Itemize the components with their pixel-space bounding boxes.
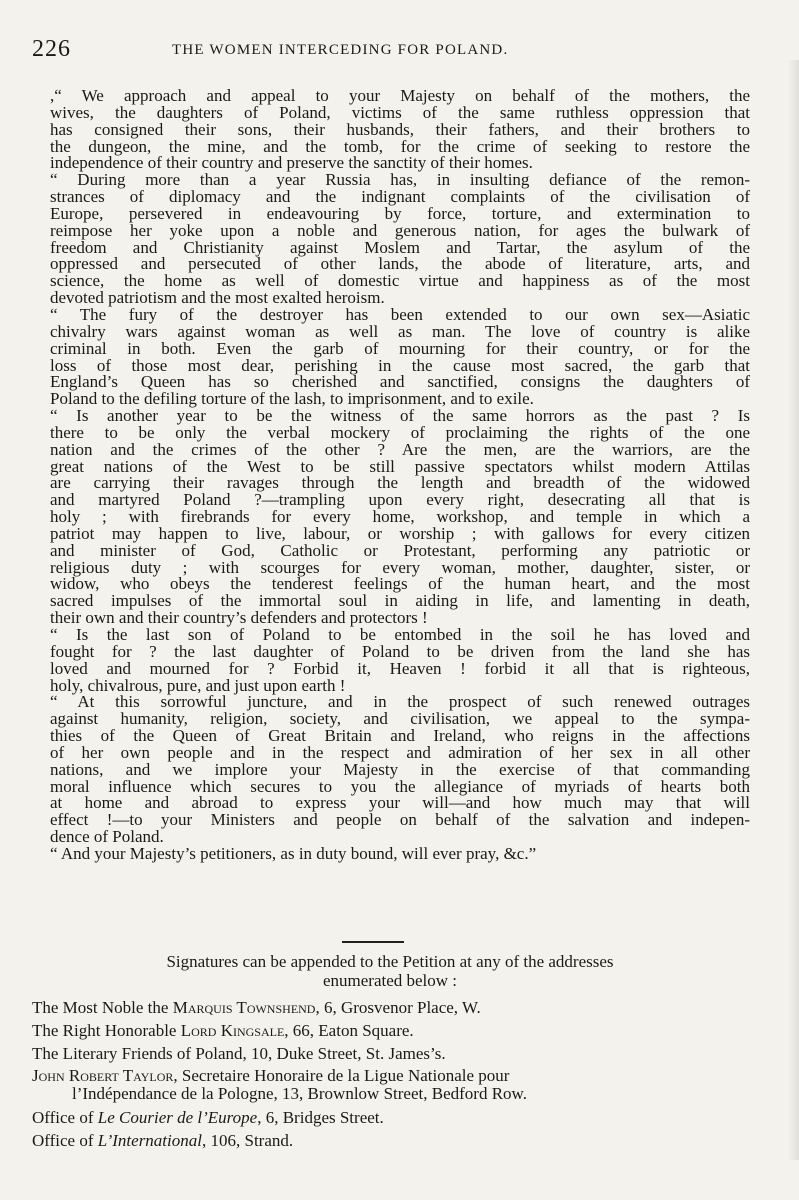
text-line: nation and the crimes of the other ? Are the men, are the warriors, are the: [50, 439, 750, 459]
petition-text: [50, 88, 750, 863]
text-line: and minister of God, Catholic or Protestant, performing any patriotic or: [50, 540, 750, 560]
text-line: of her own people and in the respect and admiration of her sex in all other: [50, 742, 750, 762]
address-name: Marquis Townshend: [172, 998, 316, 1017]
text-line: at home and abroad to express your will—and how much may that will: [50, 793, 750, 813]
page-number: 226: [32, 36, 71, 62]
text-line: loved and mourned for ? Forbid it, Heaven ! forbid it all that is righteous,: [50, 658, 750, 678]
address-item: [32, 1042, 752, 1065]
address-prefix: The Right Honorable: [32, 1021, 181, 1040]
address-prefix: Office of: [32, 1131, 98, 1150]
text-line: effect !—to your Ministers and people on behalf of the salvation and indepen-: [50, 810, 750, 830]
section-divider: [342, 941, 404, 943]
text-line: oppressed and persecuted of other lands, the abode of literature, arts, and: [50, 254, 750, 274]
text-line: “ Is another year to be the witness of the same horrors as the past ? Is: [50, 406, 750, 426]
text-line: “ Is the last son of Poland to be entombed in the soil he has loved and: [50, 625, 750, 644]
publication-name: Le Courier de l’Europe: [97, 1108, 258, 1127]
text-line: nations, and we implore your Majesty in the exercise of that commanding: [50, 759, 750, 779]
text-line: holy ; with firebrands for every home, workshop, and temple in which a: [50, 507, 750, 527]
text-line: loss of those most dear, perishing in the cause most sacred, the garb that: [50, 355, 750, 375]
address-detail: The Literary Friends of Poland, 10, Duke Street, St. James’s.: [32, 1044, 446, 1063]
running-title: THE WOMEN INTERCEDING FOR POLAND.: [172, 42, 509, 58]
text-line: religious duty ; with scourges for every woman, mother, daughter, sister, or: [50, 557, 750, 577]
text-line: “ At this sorrowful juncture, and in the prospect of such renewed outrages: [50, 692, 750, 712]
text-line: and martyred Poland ?—trampling upon every right, desecrating all that is: [50, 490, 750, 510]
text-line: their own and their country’s defenders and protectors !: [50, 608, 428, 628]
text-line: independence of their country and preserve the sanctity of their homes.: [50, 153, 533, 173]
address-list: [32, 996, 752, 1152]
text-line: patriot may happen to live, labour, or worship ; with gallows for every citizen: [50, 523, 750, 543]
text-line: freedom and Christianity against Moslem and Tartar, the asylum of the: [50, 237, 750, 257]
text-line: “ During more than a year Russia has, in insulting defiance of the remon-: [50, 170, 750, 190]
text-line: England’s Queen has so cherished and sanctified, consigns the daughters of: [50, 372, 750, 392]
text-line: are carrying their ravages through the length and breadth of the widowed: [50, 473, 750, 493]
address-name: John Robert Taylor: [32, 1066, 174, 1085]
text-line: dence of Poland.: [50, 827, 164, 847]
text-line: “ And your Majesty’s petitioners, as in duty bound, will ever pray, &c.”: [50, 843, 537, 863]
text-line: the dungeon, the mine, and the tomb, for the crime of seeking to restore the: [50, 136, 750, 156]
publication-name: L’International: [97, 1131, 202, 1150]
address-item: [32, 1019, 752, 1042]
address-name: Lord Kingsale: [180, 1021, 285, 1040]
text-line: holy, chivalrous, pure, and just upon earth !: [50, 675, 346, 695]
address-item: [32, 1065, 752, 1106]
address-detail: , 6, Grosvenor Place, W.: [315, 998, 481, 1017]
address-item: [32, 1129, 752, 1152]
text-line: there to be only the verbal mockery of proclaiming the rights of the one: [50, 422, 750, 442]
text-line: strances of diplomacy and the indignant complaints of the civilisation of: [50, 187, 750, 207]
signatures-intro: [40, 952, 740, 990]
text-line: ,“ We approach and appeal to your Majesty on behalf of the mothers, the: [50, 86, 750, 105]
text-line: fought for ? the last daughter of Poland to be driven from the land she has: [50, 641, 750, 661]
address-prefix: The Most Noble the: [32, 998, 173, 1017]
intro-line: Signatures can be appended to the Petition at any of the addresses: [166, 952, 614, 971]
text-line: devoted patriotism and the most exalted heroism.: [50, 288, 385, 308]
intro-line: enumerated below :: [322, 971, 458, 990]
address-detail: , 66, Eaton Square.: [284, 1021, 414, 1040]
address-detail: , 6, Bridges Street.: [257, 1108, 384, 1127]
page-edge-shadow: [787, 60, 799, 1160]
text-line: Poland to the defiling torture of the lash, to imprisonment, and to exile.: [50, 389, 534, 409]
text-line: wives, the daughters of Poland, victims of the same ruthless oppression that: [50, 102, 750, 122]
text-line: sacred impulses of the immortal soul in aiding in life, and lamenting in death,: [50, 591, 750, 611]
text-line: Europe, persevered in endeavouring by force, torture, and extermination to: [50, 203, 750, 223]
address-item: [32, 1106, 752, 1129]
text-line: widow, who obeys the tenderest feelings of the human heart, and the most: [50, 574, 750, 594]
text-line: against humanity, religion, society, and civilisation, we appeal to the sympa-: [50, 709, 750, 729]
page-header: [32, 36, 752, 66]
text-line: has consigned their sons, their husbands, their fathers, and their brothers to: [50, 119, 750, 139]
text-line: science, the home as well of domestic virtue and happiness as of the most: [50, 271, 750, 291]
text-line: “ The fury of the destroyer has been extended to our own sex—Asiatic: [50, 304, 750, 324]
text-line: moral influence which secures to you the allegiance of myriads of hearts both: [50, 776, 750, 796]
text-line: thies of the Queen of Great Britain and Ireland, who reigns in the affections: [50, 726, 750, 746]
address-continuation: l’Indépendance de la Pologne, 13, Brownlow Street, Bedford Row.: [72, 1084, 527, 1103]
text-line: criminal in both. Even the garb of mourning for their country, or for the: [50, 338, 750, 358]
address-detail: , Secretaire Honoraire de la Ligue Nationale pour: [173, 1066, 510, 1085]
text-line: great nations of the West to be still passive spectators whilst modern Attilas: [50, 456, 750, 476]
address-detail: , 106, Strand.: [201, 1131, 294, 1150]
text-line: chivalry wars against woman as well as man. The love of country is alike: [50, 321, 750, 341]
address-prefix: Office of: [32, 1108, 98, 1127]
text-line: reimpose her yoke upon a noble and generous nation, for ages the bulwark of: [50, 220, 750, 240]
address-item: [32, 996, 752, 1019]
